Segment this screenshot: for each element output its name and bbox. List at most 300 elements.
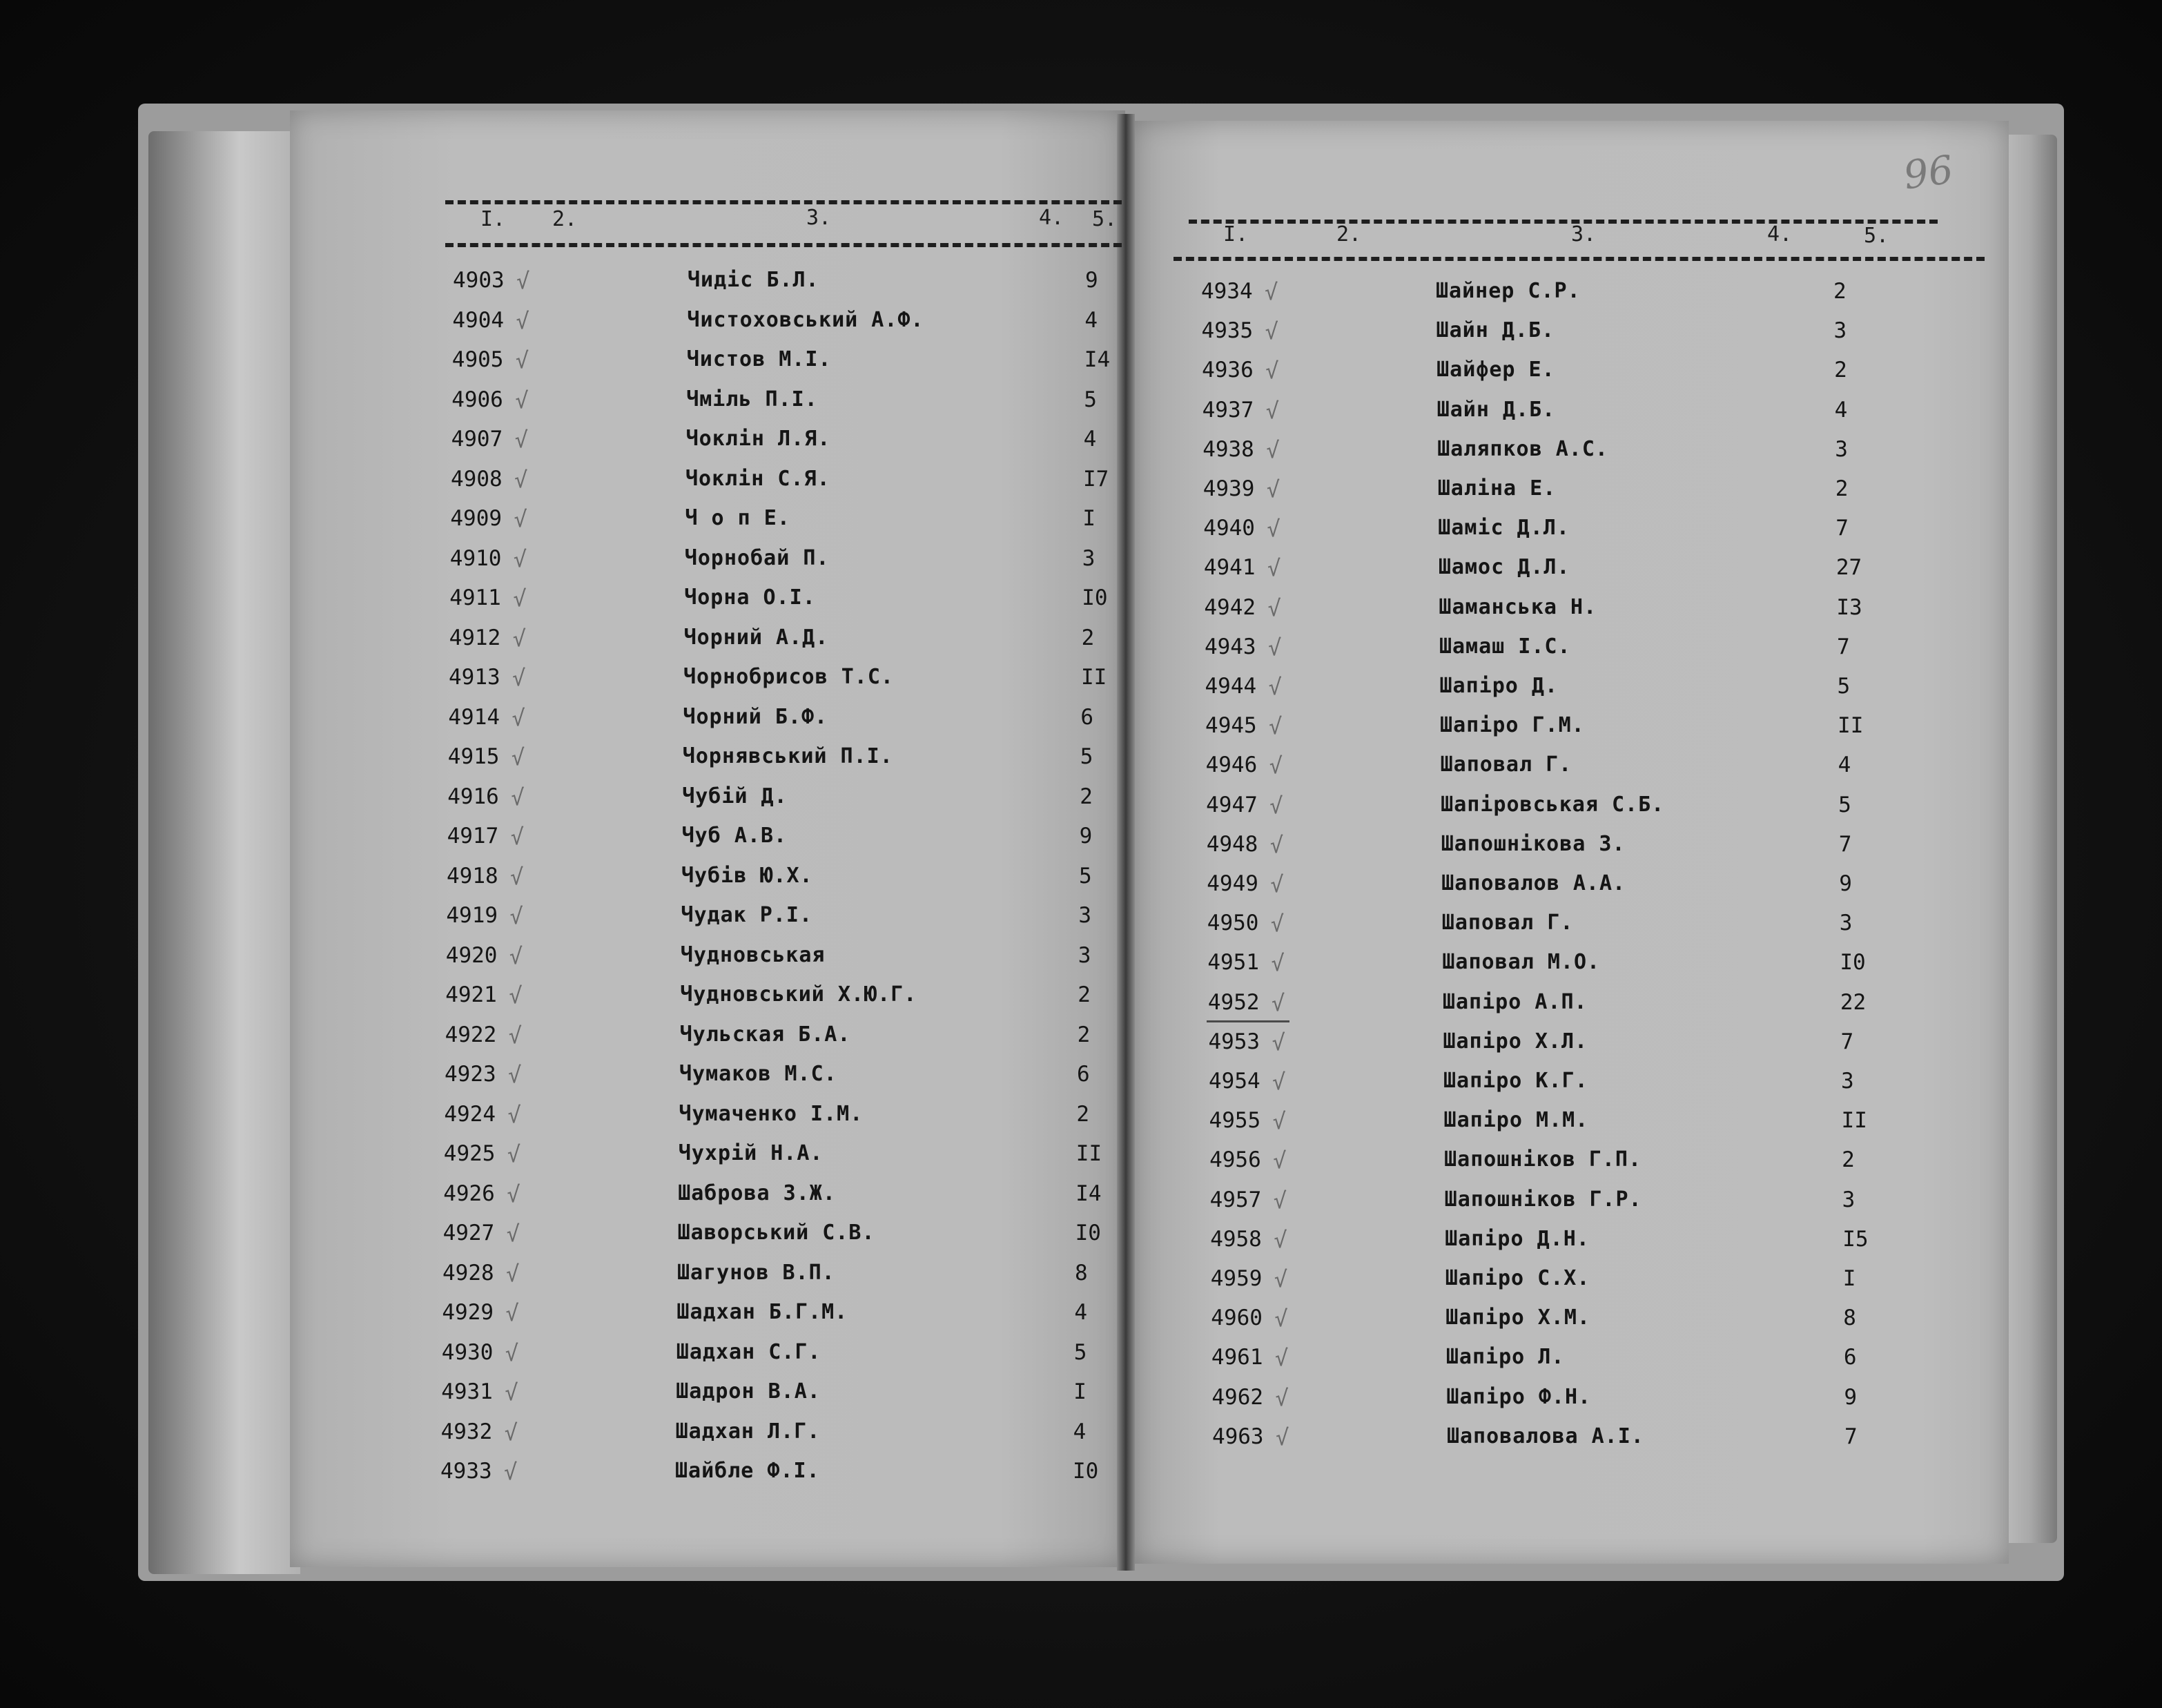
left-col-header-2: 2. — [552, 207, 578, 231]
left-entry-row — [445, 982, 1122, 1017]
entry-number: 4914 — [448, 704, 500, 730]
entry-name: Шаміс Д.Л. — [1438, 516, 1570, 541]
entry-number: 4907 — [451, 427, 503, 452]
right-entry-row — [1202, 437, 1879, 472]
check-mark-icon: √ — [509, 982, 523, 1009]
check-mark-icon: √ — [509, 903, 523, 929]
entry-count: I — [1073, 1379, 1087, 1404]
right-header-top-rule — [1189, 220, 1938, 224]
check-mark-icon: √ — [515, 387, 529, 414]
entry-number: 4937 — [1202, 397, 1254, 423]
check-mark-icon: √ — [1265, 318, 1278, 345]
entry-number: 4932 — [440, 1419, 493, 1444]
entry-name: Чумаченко І.М. — [679, 1101, 864, 1126]
entry-name: Чумаков М.С. — [679, 1062, 837, 1086]
entry-count: 6 — [1843, 1345, 1857, 1370]
entry-number: 4934 — [1201, 279, 1253, 304]
left-entry-row — [445, 1022, 1122, 1057]
entry-count: 4 — [1834, 397, 1848, 423]
book-page-edges-left — [148, 131, 300, 1574]
entry-number: 4947 — [1206, 792, 1258, 817]
right-entry-row — [1205, 713, 1882, 748]
entry-number: 4904 — [452, 307, 505, 333]
check-mark-icon: √ — [1269, 753, 1283, 779]
right-entry-row — [1211, 1345, 1888, 1379]
right-entry-row — [1211, 1385, 1888, 1419]
entry-name: Шаповалова А.І. — [1446, 1424, 1644, 1448]
left-entry-row — [440, 1459, 1117, 1493]
check-mark-icon: √ — [505, 1379, 518, 1406]
right-entry-row — [1202, 398, 1879, 432]
entry-count: 8 — [1075, 1260, 1088, 1285]
entry-count: I5 — [1842, 1226, 1869, 1252]
left-col-header-4: 4. — [1039, 206, 1064, 230]
check-mark-icon: √ — [1273, 1147, 1287, 1174]
right-entry-row — [1205, 674, 1882, 708]
entry-name: Шаліна Е. — [1437, 476, 1557, 501]
check-mark-icon: √ — [510, 863, 524, 890]
check-mark-icon: √ — [1274, 1226, 1287, 1253]
check-mark-icon: √ — [506, 1221, 520, 1247]
check-mark-icon: √ — [516, 268, 530, 294]
check-mark-icon: √ — [1266, 476, 1280, 503]
check-mark-icon: √ — [1274, 1266, 1288, 1292]
entry-number: 4945 — [1205, 713, 1257, 739]
entry-name: Чистов М.І. — [686, 347, 832, 371]
entry-count: I0 — [1840, 950, 1866, 976]
entry-count: 5 — [1838, 792, 1851, 817]
left-col-header-1: I. — [480, 207, 506, 231]
entry-count: 3 — [1082, 545, 1095, 571]
entry-name: Шапіро Д. — [1439, 674, 1559, 698]
entry-count: 2 — [1081, 625, 1095, 650]
entry-number: 4918 — [447, 863, 498, 889]
entry-number: 4917 — [447, 824, 499, 848]
entry-name: Чорна О.І. — [684, 585, 816, 610]
entry-count: 7 — [1836, 634, 1850, 659]
check-mark-icon: √ — [505, 1339, 519, 1366]
entry-number: 4921 — [445, 982, 497, 1007]
entry-name: Чудновськая — [680, 942, 826, 967]
entry-number: 4933 — [440, 1459, 492, 1484]
check-mark-icon: √ — [507, 1101, 521, 1128]
entry-name: Шадрон В.А. — [676, 1379, 821, 1404]
check-mark-icon: √ — [511, 784, 525, 811]
entry-number: 4939 — [1202, 476, 1255, 501]
entry-number: 4935 — [1201, 318, 1254, 344]
entry-count: 3 — [1835, 436, 1848, 462]
left-entry-row — [447, 864, 1123, 898]
check-mark-icon: √ — [514, 466, 528, 493]
entry-name: Чоклін Л.Я. — [685, 427, 831, 451]
check-mark-icon: √ — [1272, 1029, 1285, 1056]
entry-name: Чульская Б.А. — [679, 1022, 851, 1047]
entry-number: 4950 — [1207, 911, 1259, 936]
check-mark-icon: √ — [1271, 950, 1285, 977]
check-mark-icon: √ — [514, 506, 527, 532]
entry-count: 9 — [1839, 871, 1852, 896]
check-mark-icon: √ — [509, 942, 523, 969]
left-entry-row — [453, 268, 1129, 302]
entry-count: 3 — [1841, 1069, 1854, 1094]
entry-count: 7 — [1840, 1029, 1854, 1054]
left-entry-row — [452, 308, 1129, 342]
entry-count: 22 — [1840, 989, 1867, 1015]
entry-count: 5 — [1073, 1339, 1087, 1365]
check-mark-icon: √ — [1274, 1306, 1288, 1332]
entry-count: II — [1081, 665, 1107, 690]
entry-name: Шапіро М.М. — [1443, 1108, 1589, 1133]
entry-number: 4959 — [1210, 1266, 1263, 1291]
right-entry-row — [1207, 911, 1884, 945]
left-entry-row — [450, 506, 1127, 541]
right-entry-row — [1203, 476, 1880, 511]
entry-number: 4962 — [1211, 1384, 1264, 1410]
left-entry-row — [449, 585, 1126, 620]
entry-name: Чуб А.В. — [681, 824, 788, 848]
check-mark-icon: √ — [505, 1300, 519, 1326]
check-mark-icon: √ — [1267, 594, 1281, 621]
entry-name: Шагунов В.П. — [677, 1260, 835, 1285]
entry-number: 4936 — [1202, 358, 1254, 383]
entry-number: 4941 — [1203, 555, 1256, 581]
entry-number: 4943 — [1204, 634, 1256, 659]
entry-name: Чидіс Б.Л. — [688, 268, 819, 292]
right-entry-row — [1202, 358, 1878, 392]
entry-count: 4 — [1073, 1419, 1087, 1444]
left-entry-row — [448, 705, 1124, 739]
check-mark-icon: √ — [504, 1459, 518, 1485]
check-mark-icon: √ — [1269, 831, 1283, 858]
entry-name: Чудак Р.І. — [681, 903, 813, 927]
entry-number: 4948 — [1206, 831, 1258, 857]
entry-name: Шадхан С.Г. — [676, 1339, 821, 1364]
left-entry-row — [442, 1261, 1119, 1295]
entry-number: 4925 — [443, 1141, 496, 1166]
right-entry-row — [1210, 1227, 1887, 1261]
left-entry-row — [442, 1340, 1118, 1375]
entry-name: Шамос Д.Л. — [1438, 555, 1570, 580]
entry-name: Шапошнікова З. — [1441, 831, 1626, 856]
entry-name: Чоклін С.Я. — [685, 466, 830, 491]
entry-number: 4915 — [447, 744, 500, 769]
entry-name: Шапіро Г.М. — [1440, 713, 1585, 738]
entry-name: Шаповал Г. — [1441, 911, 1574, 935]
left-entry-row — [441, 1419, 1118, 1454]
entry-name: Шапіро К.Г. — [1443, 1069, 1588, 1093]
entry-count: 5 — [1080, 744, 1093, 769]
entry-name: Шаворський С.В. — [677, 1221, 875, 1245]
entry-count: I — [1082, 506, 1096, 531]
left-entry-row — [444, 1141, 1120, 1176]
entry-count: 9 — [1079, 824, 1093, 848]
entry-count: I7 — [1083, 466, 1109, 492]
right-col-header-2: 2. — [1336, 222, 1362, 246]
entry-number: 4954 — [1209, 1069, 1260, 1094]
entry-name: Шадхан Л.Г. — [675, 1419, 821, 1444]
entry-name: Чухрій Н.А. — [678, 1141, 824, 1165]
left-entry-row — [448, 744, 1124, 779]
entry-name: Чорний Б.Ф. — [683, 704, 828, 729]
right-entry-row — [1204, 555, 1880, 590]
left-col-header-3: 3. — [806, 206, 832, 230]
entry-number: 4911 — [449, 585, 501, 610]
right-entry-row — [1207, 871, 1883, 906]
entry-count: 3 — [1833, 318, 1847, 344]
check-mark-icon: √ — [512, 665, 526, 691]
entry-name: Шамаш І.С. — [1439, 634, 1571, 659]
left-entry-row — [449, 665, 1125, 699]
check-mark-icon: √ — [510, 824, 524, 850]
entry-number: 4942 — [1204, 594, 1256, 620]
check-mark-icon: √ — [1267, 555, 1281, 582]
right-col-header-5: 5. — [1864, 224, 1889, 248]
entry-count: I3 — [1836, 594, 1862, 620]
entry-name: Шайнер С.Р. — [1436, 279, 1581, 303]
entry-number: 4929 — [442, 1300, 494, 1325]
entry-name: Шапіро С.Х. — [1445, 1266, 1590, 1290]
right-entry-row — [1212, 1424, 1889, 1459]
entry-count: I0 — [1073, 1459, 1099, 1484]
entry-name: Шадхан Б.Г.М. — [676, 1300, 848, 1324]
entry-number: 4938 — [1202, 436, 1254, 462]
entry-count: 4 — [1074, 1300, 1088, 1325]
left-entry-row — [451, 387, 1128, 422]
left-entry-row — [444, 1102, 1120, 1136]
check-mark-icon: √ — [507, 1141, 521, 1167]
entry-number: 4908 — [451, 466, 503, 492]
left-header-top-rule — [445, 200, 1122, 204]
left-entry-row — [450, 546, 1127, 581]
entry-number: 4944 — [1205, 674, 1257, 699]
entry-name: Шапіровськая С.Б. — [1441, 792, 1665, 817]
check-mark-icon: √ — [515, 347, 529, 373]
check-mark-icon: √ — [1272, 1069, 1286, 1095]
entry-name: Шаброва З.Ж. — [678, 1181, 836, 1205]
right-entry-row — [1207, 832, 1883, 866]
entry-number: 4919 — [446, 903, 498, 928]
check-mark-icon: √ — [1267, 516, 1280, 543]
entry-count: 7 — [1835, 516, 1849, 541]
entry-count: I — [1842, 1266, 1856, 1291]
entry-number: 4926 — [443, 1181, 495, 1206]
check-mark-icon: √ — [514, 427, 528, 453]
entry-count: 5 — [1079, 863, 1092, 889]
check-mark-icon: √ — [1270, 871, 1284, 897]
entry-number: 4924 — [444, 1101, 496, 1127]
entry-count: 2 — [1077, 1022, 1091, 1047]
check-mark-icon: √ — [1268, 674, 1282, 700]
entry-count: 5 — [1084, 387, 1097, 412]
check-mark-icon: √ — [508, 1062, 522, 1088]
entry-count: 3 — [1842, 1187, 1856, 1212]
left-entry-row — [441, 1379, 1118, 1414]
check-mark-icon: √ — [1265, 397, 1279, 424]
entry-number: 4905 — [451, 347, 504, 372]
check-mark-icon: √ — [1273, 1187, 1287, 1214]
left-col-header-5: 5. — [1092, 207, 1118, 231]
entry-number: 4956 — [1209, 1147, 1261, 1173]
entry-name: Чубій Д. — [682, 784, 788, 808]
left-entry-row — [451, 467, 1127, 501]
entry-number: 4951 — [1207, 950, 1259, 976]
entry-name: Чубів Ю.Х. — [681, 863, 813, 888]
right-entry-row — [1203, 516, 1880, 550]
entry-count: 2 — [1833, 279, 1847, 304]
check-mark-icon: √ — [511, 744, 525, 770]
check-mark-icon: √ — [1272, 1108, 1286, 1135]
check-mark-icon: √ — [1269, 713, 1283, 740]
right-entry-row — [1211, 1266, 1887, 1301]
entry-count: II — [1838, 713, 1864, 739]
left-entry-row — [443, 1221, 1120, 1255]
right-entry-row — [1208, 990, 1885, 1025]
check-mark-icon: √ — [504, 1419, 518, 1446]
right-entry-row — [1210, 1187, 1887, 1222]
left-entry-row — [446, 903, 1122, 938]
entry-name: Ч о п Е. — [685, 506, 790, 530]
entry-number: 4913 — [449, 665, 500, 690]
left-header-bottom-rule — [445, 243, 1122, 247]
entry-count: 2 — [1078, 982, 1091, 1007]
entry-name: Шапіро Х.М. — [1445, 1306, 1590, 1330]
left-entry-row — [447, 824, 1124, 858]
entry-name: Чорнобай П. — [684, 545, 830, 570]
left-entry-row — [442, 1300, 1118, 1335]
entry-count: 6 — [1077, 1062, 1090, 1087]
check-mark-icon: √ — [512, 625, 526, 652]
entry-number: 4927 — [442, 1221, 495, 1245]
right-entry-row — [1205, 634, 1881, 669]
entry-count: 6 — [1080, 704, 1094, 730]
pencil-underline — [1207, 1020, 1289, 1022]
left-entry-row — [451, 427, 1128, 461]
entry-count: 2 — [1080, 784, 1093, 809]
check-mark-icon: √ — [1275, 1424, 1289, 1450]
right-col-header-3: 3. — [1571, 222, 1597, 246]
entry-number: 4953 — [1208, 1029, 1260, 1054]
entry-name: Шаповалов А.А. — [1441, 871, 1626, 895]
entry-name: Шапошніков Г.П. — [1444, 1147, 1642, 1172]
right-col-header-4: 4. — [1767, 222, 1793, 246]
right-entry-row — [1207, 950, 1884, 984]
entry-number: 4912 — [449, 625, 501, 650]
check-mark-icon: √ — [516, 307, 529, 334]
entry-name: Чміль П.І. — [686, 387, 818, 411]
entry-number: 4930 — [441, 1339, 494, 1365]
entry-count: I4 — [1075, 1181, 1102, 1206]
entry-name: Шаповал Г. — [1440, 753, 1572, 777]
entry-count: 7 — [1844, 1424, 1858, 1449]
entry-count: 27 — [1835, 555, 1862, 581]
entry-number: 4906 — [451, 387, 503, 412]
check-mark-icon: √ — [1266, 436, 1280, 463]
entry-name: Шапіро Х.Л. — [1443, 1029, 1588, 1054]
entry-name: Чудновський Х.Ю.Г. — [680, 982, 917, 1007]
left-entry-row — [452, 347, 1129, 382]
entry-name: Чорний А.Д. — [683, 625, 829, 650]
check-mark-icon: √ — [1265, 279, 1278, 305]
check-mark-icon: √ — [1270, 911, 1285, 938]
right-entry-row — [1202, 318, 1878, 353]
right-entry-row — [1204, 595, 1880, 630]
entry-number: 4920 — [445, 942, 498, 968]
entry-count: II — [1075, 1141, 1102, 1166]
entry-name: Шаляпков А.С. — [1437, 436, 1608, 461]
right-entry-row — [1211, 1306, 1887, 1340]
check-mark-icon: √ — [1274, 1345, 1289, 1372]
entry-count: I0 — [1075, 1221, 1101, 1245]
entry-number: 4958 — [1210, 1226, 1262, 1252]
entry-number: 4931 — [441, 1379, 493, 1404]
right-entry-row — [1206, 793, 1882, 827]
check-mark-icon: √ — [512, 704, 525, 731]
entry-number: 4922 — [445, 1022, 497, 1047]
left-entry-row — [445, 1062, 1121, 1096]
entry-name: Чорнобрисов Т.С. — [683, 665, 894, 689]
right-entry-row — [1209, 1147, 1886, 1182]
check-mark-icon: √ — [507, 1181, 520, 1207]
entry-number: 4952 — [1207, 989, 1260, 1015]
entry-name: Чистоховський А.Ф. — [687, 307, 924, 332]
entry-count: 4 — [1084, 307, 1098, 333]
entry-number: 4940 — [1203, 516, 1255, 541]
entry-number: 4961 — [1211, 1345, 1263, 1370]
entry-name: Шаповал М.О. — [1442, 950, 1601, 975]
right-col-header-1: I. — [1223, 222, 1249, 246]
entry-count: 3 — [1078, 942, 1091, 968]
entry-number: 4923 — [445, 1062, 496, 1087]
right-entry-row — [1208, 1029, 1885, 1064]
entry-name: Шапіро А.П. — [1442, 989, 1588, 1014]
entry-number: 4909 — [450, 506, 503, 531]
entry-number: 4957 — [1209, 1187, 1262, 1212]
left-entry-row — [443, 1181, 1120, 1216]
entry-count: 8 — [1843, 1306, 1856, 1331]
entry-count: 2 — [1076, 1101, 1090, 1127]
entry-number: 4903 — [453, 268, 505, 293]
entry-count: I0 — [1082, 585, 1108, 610]
handwritten-page-number: 96 — [1900, 147, 1956, 199]
entry-count: 3 — [1839, 911, 1853, 936]
entry-count: 4 — [1083, 427, 1097, 452]
entry-name: Шапіро Ф.Н. — [1446, 1384, 1592, 1409]
entry-number: 4946 — [1205, 753, 1258, 778]
entry-count: 9 — [1085, 268, 1098, 293]
entry-count: II — [1841, 1108, 1867, 1134]
entry-name: Шапошніков Г.Р. — [1444, 1187, 1642, 1212]
entry-number: 4928 — [442, 1260, 494, 1285]
left-entry-row — [446, 943, 1122, 978]
entry-number: 4955 — [1209, 1108, 1261, 1134]
left-entry-row — [449, 625, 1126, 660]
entry-count: 7 — [1838, 831, 1852, 857]
check-mark-icon: √ — [1265, 358, 1279, 385]
entry-number: 4910 — [449, 545, 502, 571]
entry-number: 4963 — [1211, 1424, 1264, 1449]
entry-name: Шаманська Н. — [1439, 594, 1597, 619]
entry-count: 9 — [1844, 1384, 1858, 1410]
entry-name: Шапіро Д.Н. — [1445, 1226, 1590, 1251]
entry-name: Шайн Д.Б. — [1436, 318, 1555, 343]
entry-count: I4 — [1084, 347, 1111, 372]
entry-count: 3 — [1078, 903, 1092, 928]
entry-number: 4916 — [447, 784, 499, 809]
entry-number: 4949 — [1207, 871, 1258, 896]
check-mark-icon: √ — [1271, 989, 1285, 1016]
check-mark-icon: √ — [513, 545, 527, 572]
entry-name: Шапіро Л. — [1445, 1345, 1565, 1370]
